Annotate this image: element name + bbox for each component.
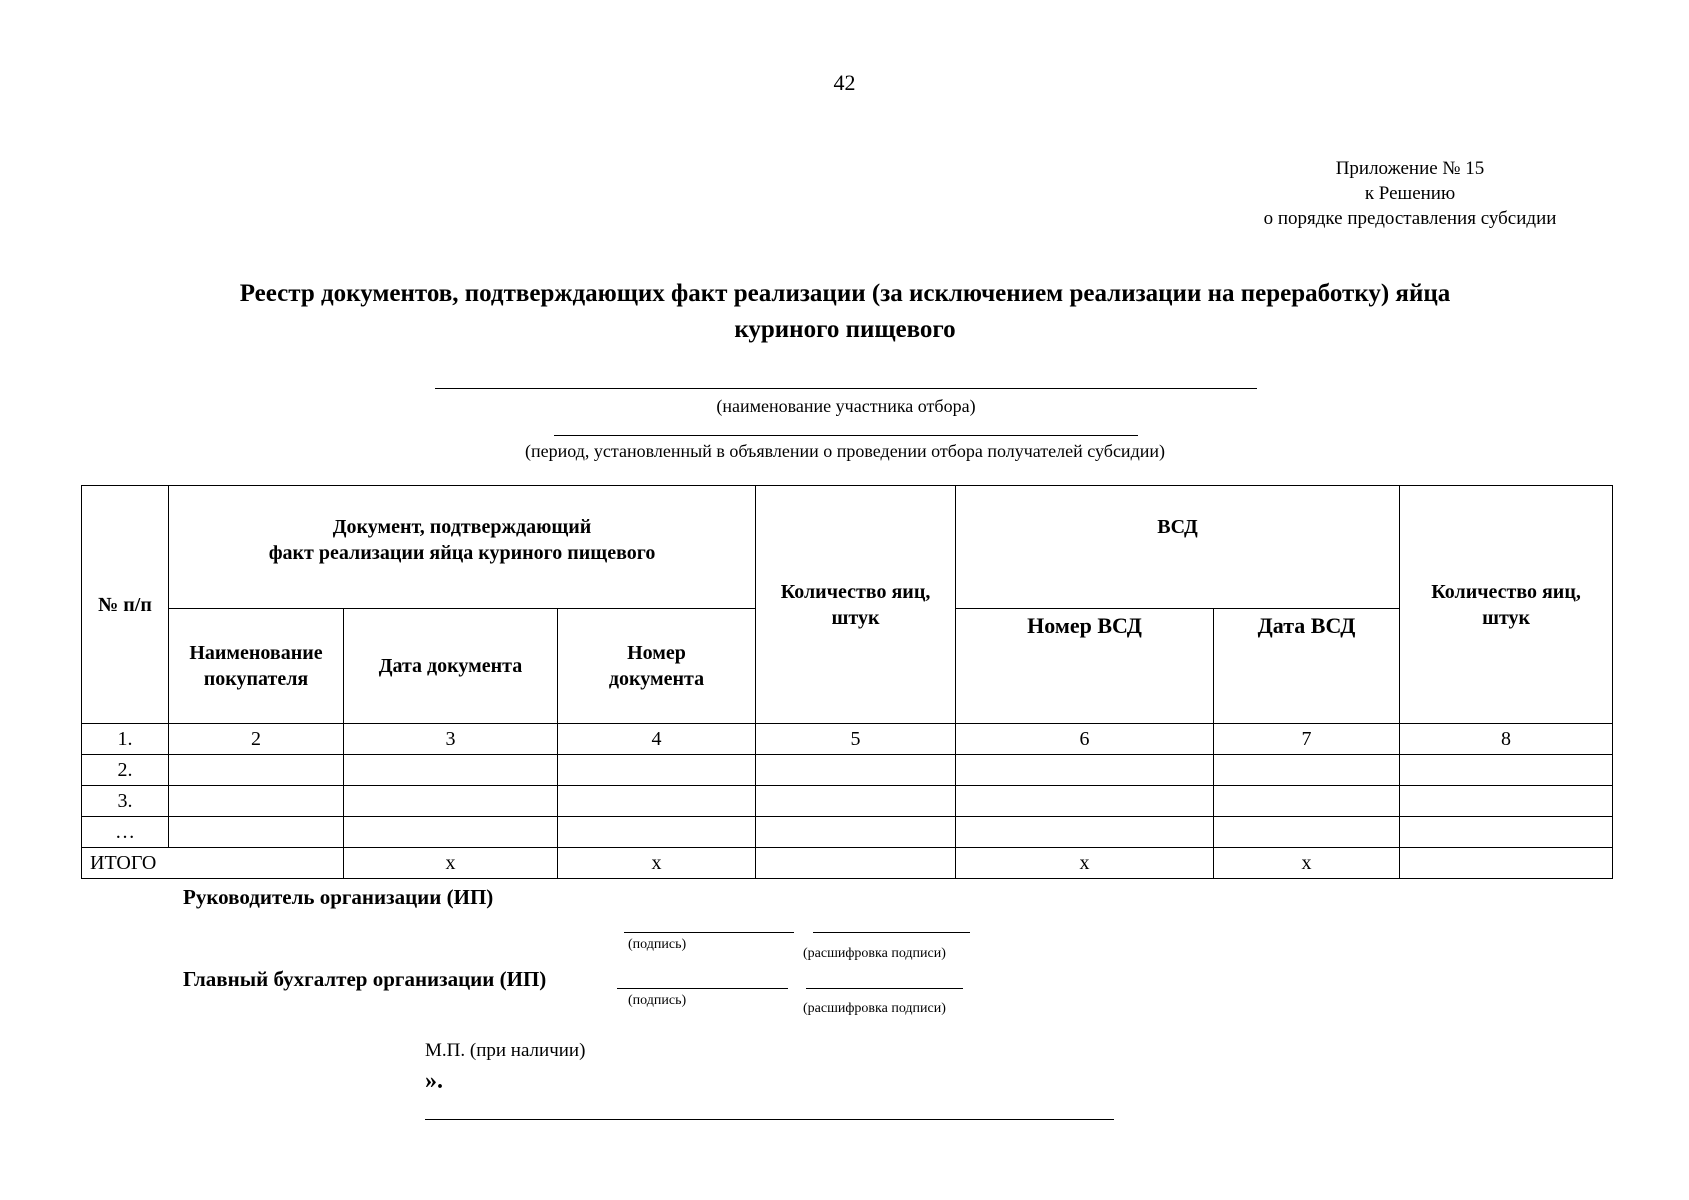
index-cell: 2 [169,724,344,755]
total-vsd-number: х [956,848,1214,879]
head-signature-label: Руководитель организации (ИП) [183,885,494,909]
header-row-number: № п/п [82,486,169,724]
title-line-1: Реестр документов, подтверждающих факт реализации (за исключением реализации на переработку) яйца [239,280,1451,307]
empty-cell [1214,817,1400,848]
total-label: ИТОГО [82,848,344,879]
header-buyer-name: Наименование покупателя [169,609,344,724]
index-cell: 7 [1214,724,1400,755]
accountant-signature-line [617,988,788,989]
participant-name-line [435,388,1257,389]
total-quantity-2 [1400,848,1613,879]
header-quantity-2: Количество яиц, штук [1400,486,1613,724]
period-caption: (период, установленный в объявлении о проведении отбора получателей субсидии) [525,441,1165,461]
appendix-reference: к Решению [1364,183,1456,204]
total-doc-date: х [344,848,558,879]
empty-cell [1400,755,1613,786]
index-cell: 8 [1400,724,1613,755]
participant-caption: (наименование участника отбора) [716,396,976,416]
empty-cell [1400,817,1613,848]
index-cell: 3 [344,724,558,755]
header-vsd-date: Дата ВСД [1214,609,1400,724]
accountant-signature-label: Главный бухгалтер организации (ИП) [183,967,547,991]
empty-cell [344,755,558,786]
empty-cell [756,755,956,786]
document-title [120,276,1570,348]
empty-cell [756,786,956,817]
appendix-number: Приложение № 15 [1335,158,1485,179]
index-cell: 6 [956,724,1214,755]
head-decoding-line [813,932,970,933]
row-number: 2. [82,755,169,786]
appendix-subject: о порядке предоставления субсидии [1263,208,1557,229]
accountant-decoding-line [806,988,963,989]
total-doc-number: х [558,848,756,879]
table-row [82,755,1613,786]
period-line [554,435,1138,436]
page-number: 42 [833,70,856,95]
header-document-line-1: Документ, подтверждающий [332,516,592,538]
head-signature-line [624,932,794,933]
total-row [82,848,1613,879]
empty-cell [956,786,1214,817]
title-line-2: куриного пищевого [734,316,956,343]
head-signature-caption: (подпись) [628,937,687,952]
empty-cell [169,755,344,786]
table-row [82,786,1613,817]
total-quantity-1 [756,848,956,879]
empty-cell [169,817,344,848]
empty-cell [1400,786,1613,817]
header-quantity-1: Количество яиц, штук [756,486,956,724]
empty-cell [1214,755,1400,786]
registry-table [81,485,1613,879]
total-vsd-date: х [1214,848,1400,879]
bottom-line [425,1119,1114,1120]
head-decoding-caption: (расшифровка подписи) [803,946,946,961]
index-cell: 4 [558,724,756,755]
index-row [82,724,1613,755]
accountant-decoding-caption: (расшифровка подписи) [803,1001,946,1016]
appendix-block [1180,156,1640,231]
header-document-date: Дата документа [344,609,558,724]
header-document-number: Номер документа [558,609,756,724]
index-cell: 1. [82,724,169,755]
empty-cell [558,755,756,786]
empty-cell [756,817,956,848]
table-row [82,817,1613,848]
row-number: … [82,817,169,848]
empty-cell [169,786,344,817]
closing-quote: ». [425,1068,443,1094]
header-vsd: ВСД [956,486,1400,609]
stamp-label: М.П. (при наличии) [425,1040,586,1061]
index-cell: 5 [756,724,956,755]
empty-cell [956,755,1214,786]
row-number: 3. [82,786,169,817]
empty-cell [344,786,558,817]
empty-cell [558,817,756,848]
header-vsd-number: Номер ВСД [956,609,1214,724]
empty-cell [1214,786,1400,817]
header-document-group [169,486,756,609]
empty-cell [344,817,558,848]
accountant-signature-caption: (подпись) [628,993,687,1008]
header-document-line-2: факт реализации яйца куриного пищевого [268,542,656,564]
empty-cell [956,817,1214,848]
empty-cell [558,786,756,817]
